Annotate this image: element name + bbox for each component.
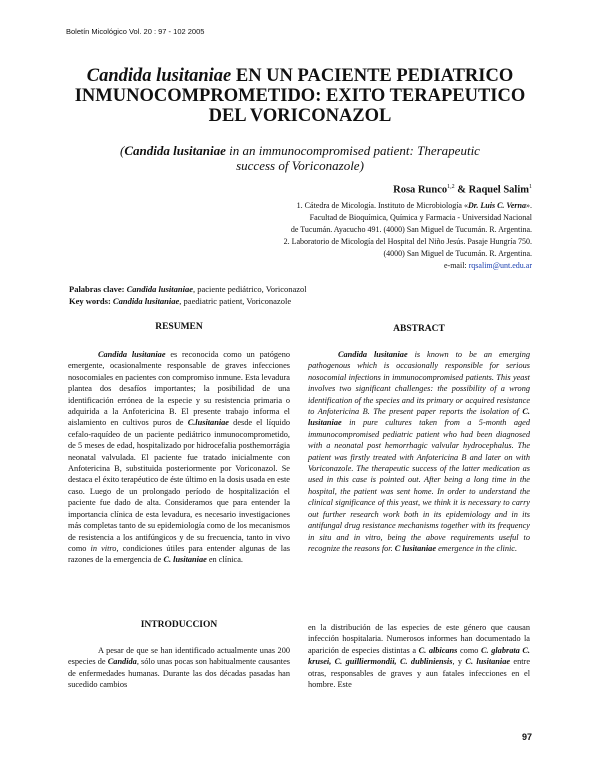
intro-left-body bbox=[68, 645, 290, 691]
english-subtitle bbox=[60, 143, 540, 173]
author-sep: & bbox=[454, 184, 469, 196]
subtitle-line2: success of Voriconazole) bbox=[236, 158, 364, 173]
intro-l2: , sólo unas pocas son habitualmente causantes de enfermedades humanas. Durante las dos décadas pasadas han sucedido cambios bbox=[68, 657, 291, 690]
article-title bbox=[40, 66, 560, 126]
page-number: 97 bbox=[521, 732, 532, 742]
res-text-3: , condiciones útiles para entender algunas de las razones de la emergencia de bbox=[68, 543, 291, 565]
abs-species: Candida lusitaniae bbox=[338, 350, 408, 359]
intro-r4: C. glabrata C. krusei, C. guilliermondii, C. dubliniensis bbox=[308, 645, 530, 667]
kw-es-label: Palabras clave: bbox=[69, 284, 127, 294]
abs-text-3: emergence in the clinic. bbox=[436, 543, 518, 553]
title-italic: Candida lusitaniae bbox=[86, 66, 232, 86]
aff-1b: Dr. Luis C. Verna bbox=[467, 201, 526, 210]
res-species: Candida lusitaniae bbox=[98, 350, 166, 359]
email-label: e-mail: bbox=[443, 261, 469, 270]
res-species-2: C.lusitaniae bbox=[187, 418, 229, 428]
intro-r1: en la distribución de las especies de este género que causan infección hospitalaria. Numerosos informes han documentado la aparición de especies distintas a bbox=[308, 623, 530, 655]
subtitle-species: Candida lusitaniae bbox=[124, 143, 226, 158]
aff-1a: 1. Cátedra de Micología. Instituto de Microbiología « bbox=[296, 201, 468, 210]
aff-5: (4000) San Miguel de Tucumán. R. Argentina. bbox=[383, 249, 532, 258]
title-line2: INMUNOCOMPROMETIDO: EXITO TERAPEUTICO bbox=[74, 86, 526, 106]
kw-es-rest: , paciente pediátrico, Voriconazol bbox=[192, 284, 307, 294]
authors bbox=[393, 184, 532, 196]
intro-r3: como bbox=[457, 645, 482, 655]
subtitle-line1: in an immunocompromised patient: Therapeutic bbox=[225, 143, 480, 158]
abs-text-1: is known to be an emerging pathogenous which is occasionally responsible for serious nosocomial infections in immunocompromised patients. This yeast involves two significant challenges: the possibility of a wrong identification of the species and its primary or acquired resistance to Anfotericina B. The present paper reports the isolation of bbox=[308, 350, 530, 417]
res-species-3: C. lusitaniae bbox=[163, 555, 207, 565]
intro-l1: A pesar de que se han identificado actualmente unas 200 especies de bbox=[68, 646, 290, 667]
affiliations bbox=[202, 200, 532, 272]
aff-1c: ». bbox=[526, 201, 532, 210]
kw-en-italic: Candida lusitaniae bbox=[112, 296, 180, 306]
res-text-1: es reconocida como un patógeno emergente, ocasionalmente responsable de graves infecciones nosocomiales en pacientes con compromiso inmune. Esta levadura plantea dos desafíos importantes; la posibilidad de una identificación errónea de la especie y su resistencia primaria o adquirida a la Anfotericina B. El presente trabajo informa el aislamiento en cultivos puros de bbox=[68, 350, 290, 428]
abs-species-3: C lusitaniae bbox=[394, 543, 437, 553]
abs-text-2: in pure cultures taken from a 5-month aged immunocompromised pediatric patient who had been diagnosed with a neonatal post hemorrhagic valvular hydrocephalus. The patient was firstly treated with Anfotericina B and later on with Voriconazole. The therapeutic success of the latter medication as used in this case is pointed out. After being a long time in the hospital, the patient was sent home. In order to understand the clinical significance of this yeast, we think it is necessary to carry out further research work both in its epidemiology and in its antifungal drug resistance mechanisms together with its frequency in situ and in vitro, being the above requirements useful to recognize the reasons for. bbox=[308, 418, 530, 553]
intro-heading: INTRODUCCION bbox=[140, 620, 218, 630]
abstract-body bbox=[308, 349, 530, 554]
keywords bbox=[69, 283, 307, 307]
kw-es-italic: Candida lusitaniae bbox=[126, 284, 193, 294]
intro-r7: entre otras, responsables de graves y aun fatales infecciones en el hombre. Este bbox=[308, 657, 530, 690]
intro-r5: , y bbox=[452, 657, 466, 667]
title-line1: EN UN PACIENTE PEDIATRICO bbox=[231, 66, 514, 86]
kw-en-label: Key words: bbox=[69, 296, 113, 306]
res-text-4: en clínica. bbox=[206, 555, 243, 565]
abstract-heading: ABSTRACT bbox=[393, 324, 445, 334]
intro-right-body bbox=[308, 622, 530, 690]
running-head: Boletín Micológico Vol. 20 : 97 - 102 2005 bbox=[66, 27, 205, 36]
intro-r2: C. albicans bbox=[418, 645, 458, 655]
aff-3: de Tucumán. Ayacucho 491. (4000) San Miguel de Tucumán. R. Argentina. bbox=[290, 225, 532, 234]
author-2: Raquel Salim bbox=[468, 184, 529, 196]
email-link[interactable]: rqsalim@unt.edu.ar bbox=[468, 261, 532, 270]
resumen-heading: RESUMEN bbox=[155, 322, 203, 332]
abs-species-2: C. lusitaniae bbox=[308, 407, 530, 428]
kw-en-rest: , paediatric patient, Voriconazole bbox=[179, 296, 292, 306]
intro-candida: Candida bbox=[107, 657, 137, 667]
title-line3: DEL VORICONAZOL bbox=[208, 106, 392, 126]
resumen-body bbox=[68, 349, 290, 566]
author-1-sup: 1,2 bbox=[447, 184, 455, 190]
intro-r6: C. lusitaniae bbox=[465, 657, 511, 667]
author-1: Rosa Runco bbox=[393, 184, 448, 196]
author-2-sup: 1 bbox=[529, 184, 532, 190]
aff-2: Facultad de Bioquímica, Química y Farmacia - Universidad Nacional bbox=[309, 213, 532, 222]
subtitle-paren: ( bbox=[120, 143, 125, 158]
res-invitro: in vitro bbox=[90, 543, 117, 553]
aff-4: 2. Laboratorio de Micología del Hospital del Niño Jesús. Pasaje Hungría 750. bbox=[283, 237, 532, 246]
res-text-2: desde el líquido cefalo-raquídeo de un paciente pediátrico inmunocomprometido, de 5 meses de edad, hospitalizado por hidrocefalia posthemorrágia neonatal valvulada. El paciente fue tratado inicialmente con Anfotericina B, substituida posteriormente por Voriconazol. Se destaca el éxito terapéutico de éste último en la dosis usada en este caso. Luego de un prolongado período de hospitalización el paciente fue dado de alta. Consideramos que para entender la importancia clínica de esta levadura, es necesario investigaciones más completas tanto de su epidemiología como de los mecanismos de resistencia a los antifúngicos y de su frecuencia, tanto in vivo como bbox=[68, 418, 290, 553]
